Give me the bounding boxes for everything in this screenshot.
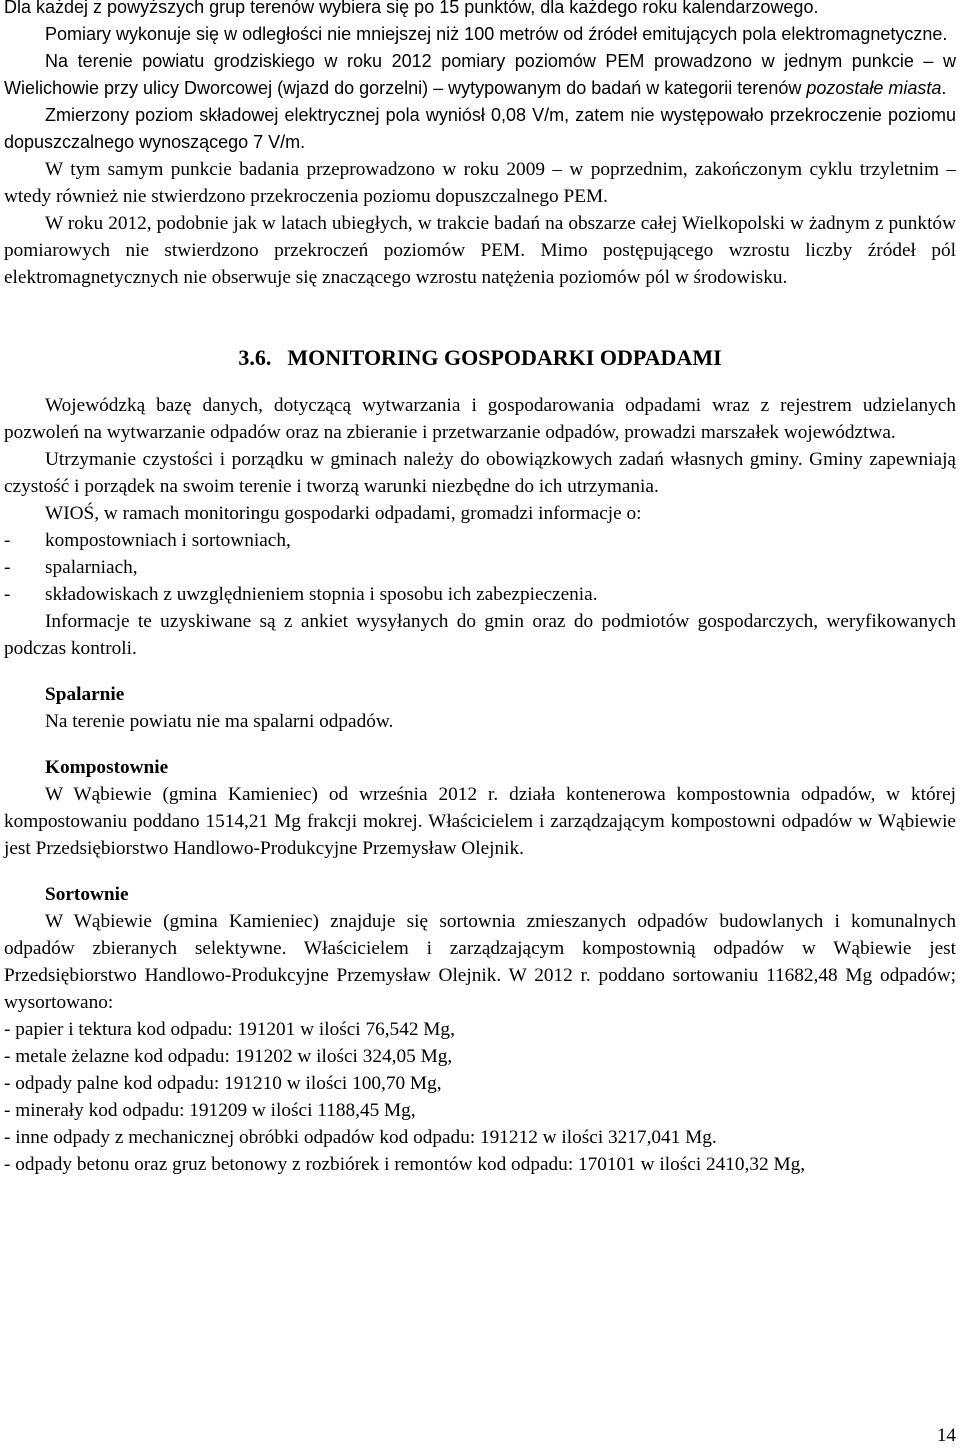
paragraph-baza-danych: Wojewódzką bazę danych, dotyczącą wytwarzania i gospodarowania odpadami wraz z rejestrem udzielanych pozwoleń na wytwarzanie odpadów oraz na zbieranie i przetwarzanie odpadów, prowadzi marszałek województwa. [4,395,956,443]
paragraph-wios: WIOŚ, w ramach monitoringu gospodarki odpadami, gromadzi informacje o: [45,503,642,524]
paragraph-kompostownie: W Wąbiewie (gmina Kamieniec) od września 2012 r. działa kontenerowa kompostownia odpadów, w której kompostowaniu poddano 1514,21 Mg frakcji mokrej. Właścicielem i zarządzającym kompostowni odpadów w Wąbiewie jest Przedsiębiorstwo Handlowo-Produkcyjne Przemysław Olejnik. [4,784,956,859]
list-dash: - [4,530,11,551]
document-page [4,0,956,1178]
section-heading [4,343,956,373]
paragraph-utrzymanie-czystosci: Utrzymanie czystości i porządku w gminach należy do obowiązkowych zadań własnych gminy. Gminy zapewniają czystość i porządek na swoim terenie i tworzą warunki niezbędne do ich utrzymania. [4,449,956,497]
p3-text-c: . [941,78,947,98]
p3-text-a: Na terenie powiatu grodziskiego w roku 2012 pomiary poziomów PEM prowadzono w jednym punkcie – w Wielichowie przy ulicy Dworcowej (wjazd do gorzelni) – wytypowanym do badań w kategorii terenów [4,51,956,98]
paragraph-spalarnie: Na terenie powiatu nie ma spalarni odpadów. [45,711,394,732]
list-item: - metale żelazne kod odpadu: 191202 w ilości 324,05 Mg, [4,1046,453,1067]
paragraph-powiat-grodziski [4,48,956,102]
list-item: - odpady betonu oraz gruz betonowy z rozbiórek i remontów kod odpadu: 170101 w ilości 2410,32 Mg, [4,1154,806,1175]
list-item [4,554,956,581]
list-dash: - [4,557,11,578]
paragraph-informacje: Informacje te uzyskiwane są z ankiet wysyłanych do gmin oraz do podmiotów gospodarczych, weryfikowanych podczas kontroli. [4,611,956,659]
paragraph-zmierzony-poziom: Zmierzony poziom składowej elektrycznej pola wyniósł 0,08 V/m, zatem nie występowało przekroczenie poziomu dopuszczalnego wynoszącego 7 V/m. [4,105,956,152]
subheading-sortownie: Sortownie [45,884,129,905]
list-item: - inne odpady z mechanicznej obróbki odpadów kod odpadu: 191212 w ilości 3217,041 Mg. [4,1127,717,1148]
list-item: - papier i tektura kod odpadu: 191201 w ilości 76,542 Mg, [4,1019,455,1040]
list-item-text: spalarniach, [45,557,138,578]
subheading-spalarnie: Spalarnie [45,684,125,705]
subheading-kompostownie: Kompostownie [45,757,169,778]
paragraph-sortownie: W Wąbiewie (gmina Kamieniec) znajduje się sortownia zmieszanych odpadów budowlanych i komunalnych odpadów zbieranych selektywne. Właścicielem i zarządzającym kompostownią odpadów w Wąbiewie jest Przedsiębiorstwo Handlowo-Produkcyjne Przemysław Olejnik. W 2012 r. poddano sortowaniu 11682,48 Mg odpadów; wysortowano: [4,911,956,1013]
list-item-text: składowiskach z uwzględnieniem stopnia i sposobu ich zabezpieczenia. [45,584,598,605]
section-title: MONITORING GOSPODARKI ODPADAMI [287,345,722,370]
p3-italic-category: pozostałe miasta [806,78,942,98]
list-item [4,581,956,608]
list-item: - odpady palne kod odpadu: 191210 w ilości 100,70 Mg, [4,1073,442,1094]
list-item-text: kompostowniach i sortowniach, [45,530,291,551]
paragraph-wielkopolska: W roku 2012, podobnie jak w latach ubiegłych, w trakcie badań na obszarze całej Wielkopolski w żadnym z punktów pomiarowych nie stwierdzono przekroczeń poziomów PEM. Mimo postępującego wzrostu liczby źródeł pól elektromagnetycznych nie obserwuje się znaczącego wzrostu natężenia poziomów pól w środowisku. [4,213,956,288]
paragraph-grupy: Dla każdej z powyższych grup terenów wybiera się po 15 punktów, dla każdego roku kalendarzowego. [4,0,819,17]
list-item: - minerały kod odpadu: 191209 w ilości 1188,45 Mg, [4,1100,416,1121]
section-number: 3.6. [238,345,272,370]
page-number: 14 [937,1425,956,1446]
paragraph-pomiary-odleglosc: Pomiary wykonuje się w odległości nie mniejszej niż 100 metrów od źródeł emitujących pola elektromagnetyczne. [45,24,948,44]
paragraph-rok-2009: W tym samym punkcie badania przeprowadzono w roku 2009 – w poprzednim, zakończonym cyklu trzyletnim – wtedy również nie stwierdzono przekroczenia poziomu dopuszczalnego PEM. [4,159,956,207]
list-dash: - [4,584,11,605]
list-item [4,527,956,554]
